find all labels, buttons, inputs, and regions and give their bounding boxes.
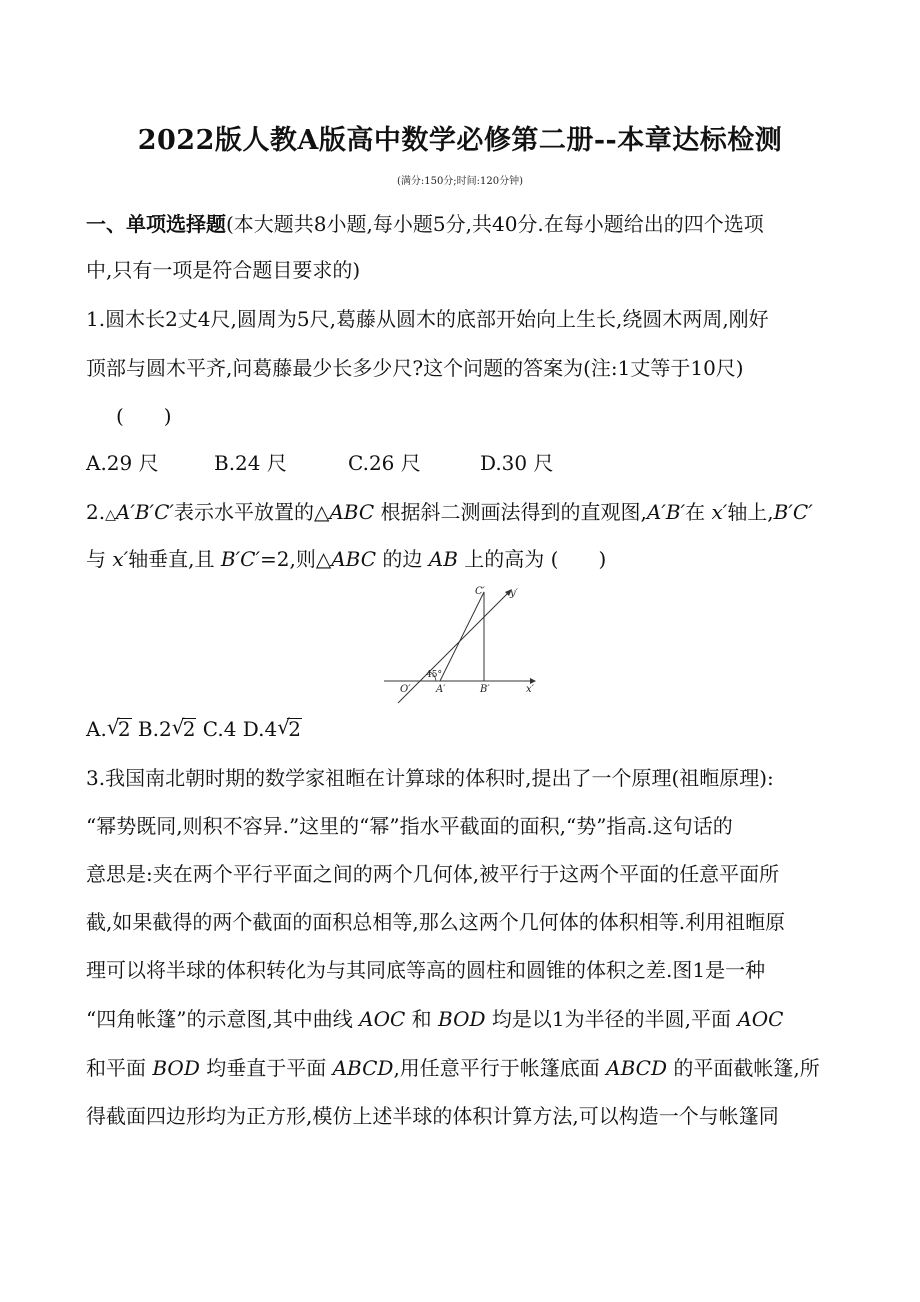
radicand: 2 xyxy=(288,717,301,741)
radicand: 2 xyxy=(117,717,131,741)
label-a-prime: A′ xyxy=(436,684,446,695)
q2-var: AB xyxy=(428,547,458,571)
q3-text: 均是以1为半径的半圆,平面 xyxy=(485,1007,738,1031)
radicand: 2 xyxy=(182,717,196,741)
q3-var: BOD xyxy=(438,1007,486,1031)
q3-line-6 xyxy=(86,1007,784,1031)
q2-text: 表示水平放置的△ xyxy=(173,500,330,524)
q2-text: 根据斜二测画法得到的直观图, xyxy=(374,500,647,524)
section-desc-1: (本大题共8小题,每小题5分,共40分.在每小题给出的四个选项 xyxy=(226,212,764,236)
q2-var: A′B′ xyxy=(646,500,686,524)
label-c-prime: C′ xyxy=(475,586,485,597)
triangle-symbol: △ xyxy=(105,507,116,523)
q2-var: x′ xyxy=(711,500,728,524)
q2-option-a xyxy=(86,717,132,741)
y-axis xyxy=(398,593,508,703)
q1-answer-bracket: ( ) xyxy=(116,404,172,428)
q1-line-2: 顶部与圆木平齐,问葛藤最少长多少尺?这个问题的答案为(注:1丈等于10尺) xyxy=(86,356,744,380)
sqrt-symbol: √ 2 xyxy=(106,715,131,741)
q1-option-d: D.30 尺 xyxy=(480,451,554,475)
q2-options xyxy=(86,717,302,741)
exam-info: (满分:150分;时间:120分钟) xyxy=(396,176,524,187)
q2-option-b xyxy=(132,717,197,741)
page-title: 2022版人教A版高中数学必修第二册--本章达标检测 xyxy=(137,125,783,156)
label-y-prime: y′ xyxy=(510,588,518,599)
q2-var: ABC xyxy=(331,547,377,571)
q3-line-5: 理可以将半球的体积转化为与其同底等高的圆柱和圆锥的体积之差.图1是一种 xyxy=(86,958,766,982)
section-heading xyxy=(86,212,764,236)
q3-line-7 xyxy=(86,1056,820,1080)
q3-var: AOC xyxy=(737,1007,784,1031)
q3-var: ABCD xyxy=(332,1056,394,1080)
q3-text: 和 xyxy=(405,1007,439,1031)
q2-option-d xyxy=(236,717,302,741)
q2-text: 轴上, xyxy=(727,500,774,524)
q1-line-1: 1.圆木长2丈4尺,圆周为5尺,葛藤从圆木的底部开始向上生长,绕圆木两周,刚好 xyxy=(86,307,769,331)
q3-text: 和平面 xyxy=(86,1056,153,1080)
label-b-prime: B′ xyxy=(480,684,490,695)
q3-line-1: 3.我国南北朝时期的数学家祖暅在计算球的体积时,提出了一个原理(祖暅原理): xyxy=(86,766,774,790)
q3-text: 均垂直于平面 xyxy=(199,1056,333,1080)
q3-text: 的平面截帐篷,所 xyxy=(667,1056,820,1080)
label-angle: 45° xyxy=(426,670,442,680)
section-title: 一、单项选择题 xyxy=(86,212,226,236)
q2-option-c: C.4 xyxy=(196,717,237,741)
q2-var: B′C′ xyxy=(220,547,260,571)
label-x-prime: x′ xyxy=(526,684,534,695)
option-label: D.4 xyxy=(236,717,278,741)
section-desc-2: 中,只有一项是符合题目要求的) xyxy=(86,258,361,282)
q3-line-3: 意思是:夹在两个平行平面之间的两个几何体,被平行于这两个平面的任意平面所 xyxy=(86,862,780,886)
q2-text: 与 xyxy=(86,547,113,571)
q3-text: “四角帐篷”的示意图,其中曲线 xyxy=(86,1007,360,1031)
q1-option-b: B.24 尺 xyxy=(214,451,287,475)
sqrt-symbol: √ 2 xyxy=(171,715,196,741)
q1-option-a: A.29 尺 xyxy=(86,451,159,475)
option-label: B.2 xyxy=(131,717,172,741)
q2-var: ABC xyxy=(329,500,375,524)
q3-line-2: “幂势既同,则积不容异.”这里的“幂”指水平截面的面积,“势”指高.这句话的 xyxy=(86,814,733,838)
q2-text: 在 xyxy=(685,500,712,524)
q2-line-2 xyxy=(86,547,606,571)
q2-text: 轴垂直,且 xyxy=(128,547,221,571)
q3-var: ABCD xyxy=(606,1056,668,1080)
label-o-prime: O′ xyxy=(400,684,411,695)
q2-number: 2. xyxy=(86,500,106,524)
q2-text: 上的高为 ( ) xyxy=(457,547,607,571)
q3-line-8: 得截面四边形均为正方形,模仿上述半球的体积计算方法,可以构造一个与帐篷同 xyxy=(86,1104,779,1128)
option-label: A. xyxy=(86,717,107,741)
q2-var: x′ xyxy=(112,547,129,571)
q2-line-1 xyxy=(86,500,813,527)
q2-var: B′C′ xyxy=(773,500,813,524)
q2-oblique-diagram xyxy=(380,578,550,714)
sqrt-symbol: √ 2 xyxy=(277,715,301,741)
q1-option-c: C.26 尺 xyxy=(348,451,421,475)
q3-var: BOD xyxy=(152,1056,200,1080)
q2-text: 的边 xyxy=(376,547,429,571)
segment-a-c xyxy=(440,592,484,681)
q2-text: =2,则△ xyxy=(260,547,332,571)
q3-text: ,用任意平行于帐篷底面 xyxy=(393,1056,607,1080)
q2-var: A′B′C′ xyxy=(115,500,174,524)
q1-options xyxy=(86,451,554,475)
q3-var: AOC xyxy=(359,1007,406,1031)
q3-line-4: 截,如果截得的两个截面的面积总相等,那么这两个几何体的体积相等.利用祖暅原 xyxy=(86,910,786,934)
